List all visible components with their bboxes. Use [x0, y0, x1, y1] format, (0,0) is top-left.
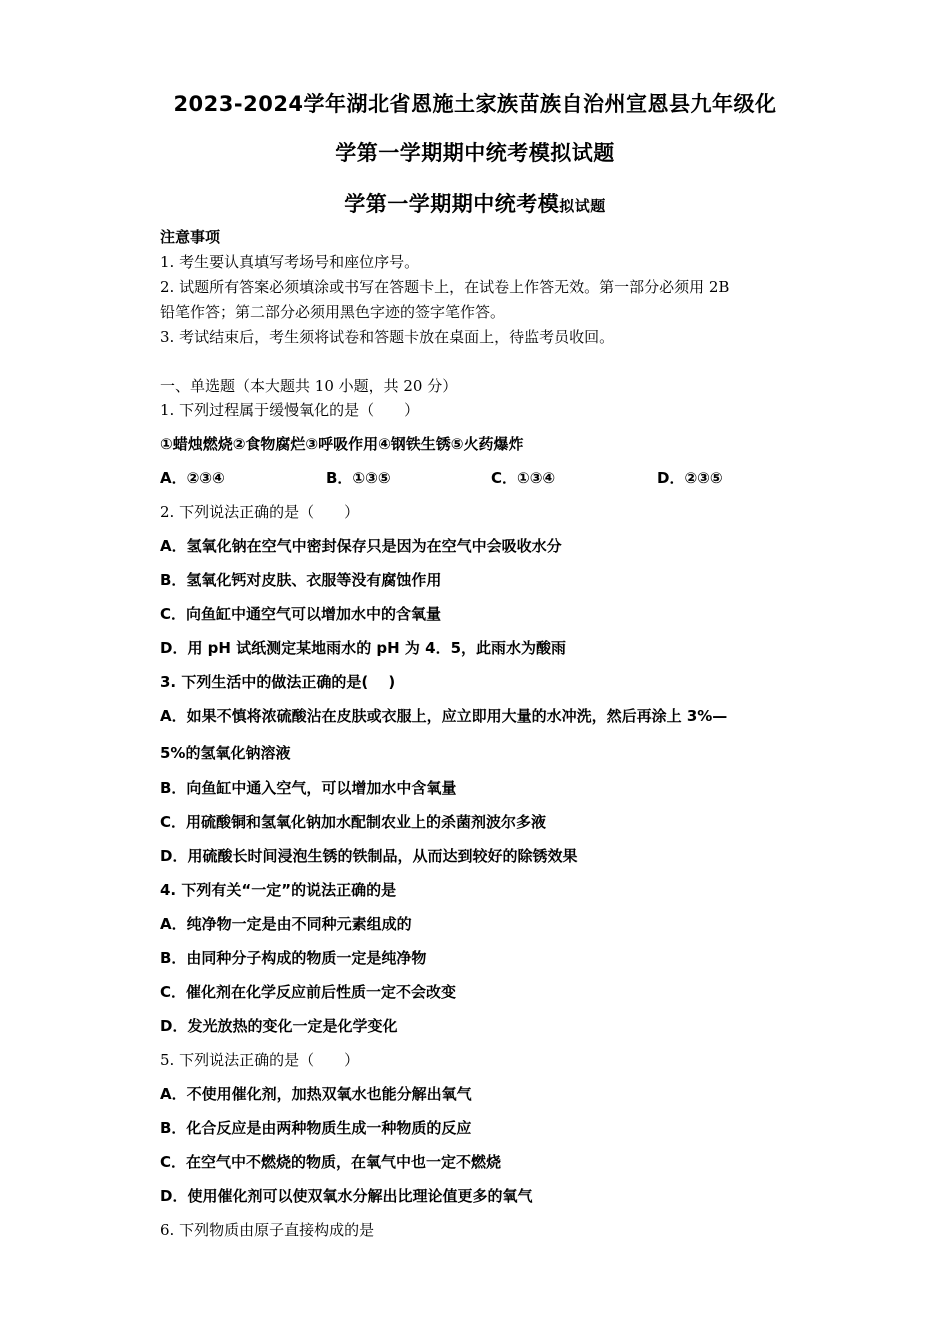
notice-item: 1. 考生要认真填写考场号和座位序号。 [160, 253, 420, 271]
option-c: C．催化剂在化学反应前后性质一定不会改变 [160, 983, 457, 1001]
option-d: D．用 pH 试纸测定某地雨水的 pH 为 4．5，此雨水为酸雨 [160, 639, 567, 657]
title-line-3 [0, 188, 950, 218]
option-c: C．向鱼缸中通空气可以增加水中的含氧量 [160, 605, 442, 623]
question-stem: 3. 下列生活中的做法正确的是( ) [160, 673, 396, 691]
option-a: A．氢氧化钠在空气中密封保存只是因为在空气中会吸收水分 [160, 537, 562, 555]
option-a-continued: 5%的氢氧化钠溶液 [160, 744, 291, 762]
question-stem: 4. 下列有关“一定”的说法正确的是 [160, 881, 397, 899]
option-b: B．氢氧化钙对皮肤、衣服等没有腐蚀作用 [160, 571, 442, 589]
question-stem: 1. 下列过程属于缓慢氧化的是（ ） [160, 401, 420, 419]
title-line-3-main: 学第一学期期中统考模 [344, 192, 560, 216]
option-a: A．如果不慎将浓硫酸沾在皮肤或衣服上，应立即用大量的水冲洗，然后再涂上 3%— [160, 707, 728, 725]
option-c: C．①③④ [491, 469, 556, 487]
question-items: ①蜡烛燃烧②食物腐烂③呼吸作用④钢铁生锈⑤火药爆炸 [160, 435, 524, 453]
option-b: B．①③⑤ [326, 469, 391, 487]
option-a: A．不使用催化剂，加热双氧水也能分解出氧气 [160, 1085, 472, 1103]
section-heading: 一、单选题（本大题共 10 小题，共 20 分） [160, 377, 458, 395]
title-line-1: 2023-2024学年湖北省恩施土家族苗族自治州宣恩县九年级化 [173, 92, 777, 116]
notice-item: 3. 考试结束后，考生须将试卷和答题卡放在桌面上，待监考员收回。 [160, 328, 615, 346]
option-a: A．②③④ [160, 469, 225, 487]
option-c: C．用硫酸铜和氢氧化钠加水配制农业上的杀菌剂波尔多液 [160, 813, 547, 831]
option-d: D．发光放热的变化一定是化学变化 [160, 1017, 398, 1035]
title-line-3-small: 拟试题 [559, 197, 606, 215]
title-line-2: 学第一学期期中统考模拟试题 [335, 141, 615, 165]
question-stem: 2. 下列说法正确的是（ ） [160, 503, 360, 521]
notice-heading: 注意事项 [160, 228, 221, 246]
option-a: A．纯净物一定是由不同种元素组成的 [160, 915, 412, 933]
option-d: D．②③⑤ [657, 469, 723, 487]
option-d: D．用硫酸长时间浸泡生锈的铁制品，从而达到较好的除锈效果 [160, 847, 578, 865]
option-d: D．使用催化剂可以使双氧水分解出比理论值更多的氧气 [160, 1187, 533, 1205]
question-stem: 6. 下列物质由原子直接构成的是 [160, 1221, 375, 1239]
option-c: C．在空气中不燃烧的物质，在氧气中也一定不燃烧 [160, 1153, 502, 1171]
notice-item: 铅笔作答；第二部分必须用黑色字迹的签字笔作答。 [160, 303, 506, 321]
option-b: B．向鱼缸中通入空气，可以增加水中含氧量 [160, 779, 457, 797]
option-b: B．由同种分子构成的物质一定是纯净物 [160, 949, 427, 967]
question-stem: 5. 下列说法正确的是（ ） [160, 1051, 360, 1069]
notice-item: 2. 试题所有答案必须填涂或书写在答题卡上，在试卷上作答无效。第一部分必须用 2B [160, 278, 730, 296]
option-b: B．化合反应是由两种物质生成一种物质的反应 [160, 1119, 472, 1137]
